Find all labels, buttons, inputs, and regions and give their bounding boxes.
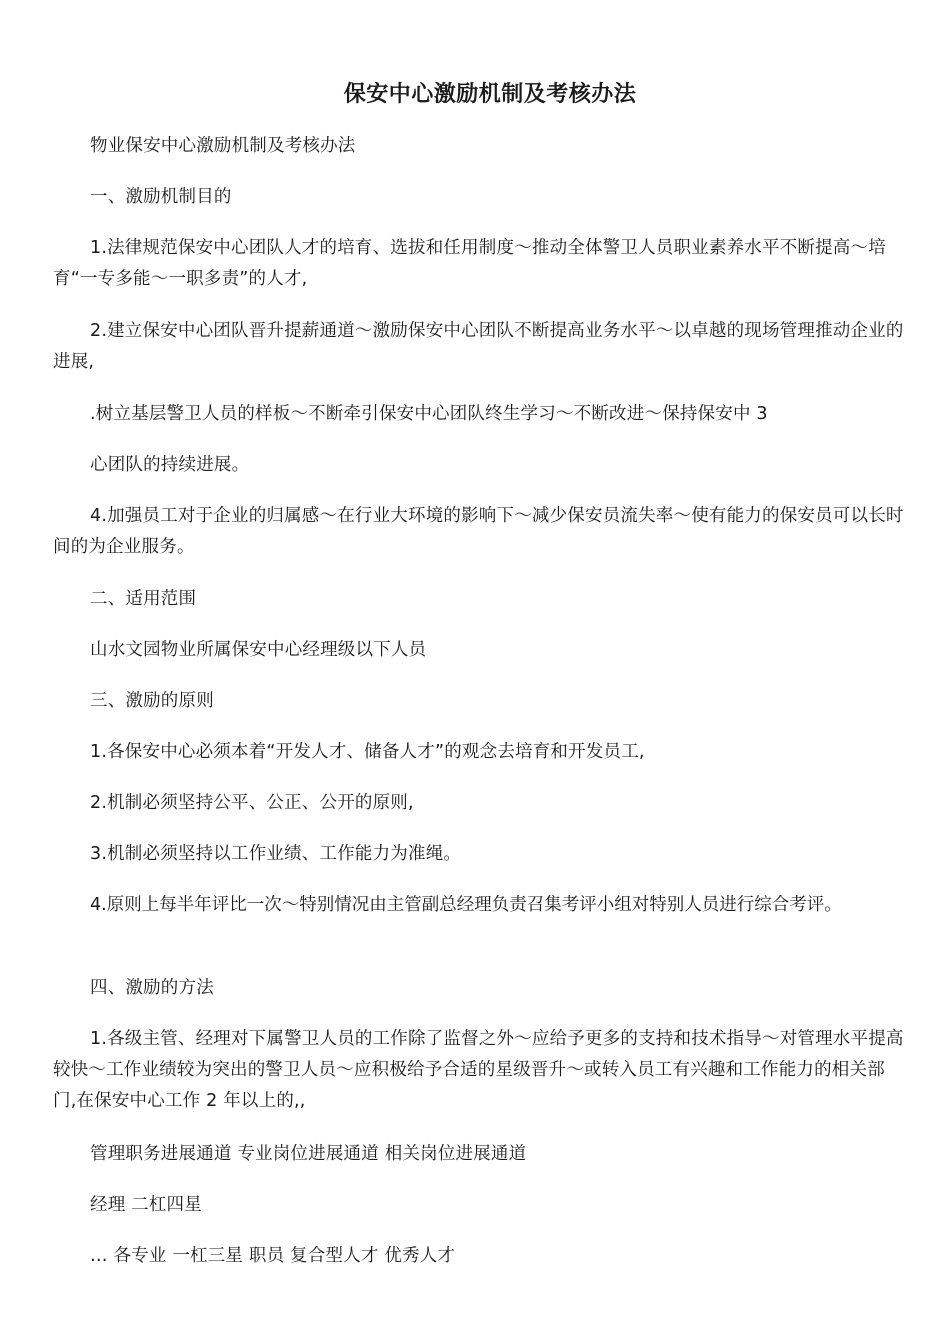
heading-section-4: 四、激励的方法: [90, 978, 214, 998]
paragraph-subtitle: 物业保安中心激励机制及考核办法: [90, 136, 356, 156]
paragraph-3-2: 2.机制必须坚持公平、公正、公开的原则,: [90, 793, 414, 813]
document-title: 保安中心激励机制及考核办法: [343, 82, 637, 107]
paragraph-4-1: 1.各级主管、经理对下属警卫人员的工作除了监督之外～应给予更多的支持和技术指导～对管理水平提高较快～工作业绩较为突出的警卫人员～应积极给予合适的星级晋升～或转入员工有兴趣和工作能力的相关部门,在保安中心工作 2 年以上的,,: [53, 1029, 904, 1111]
heading-section-3: 三、激励的原则: [90, 691, 214, 711]
paragraph-4-channels: 管理职务进展通道 专业岗位进展通道 相关岗位进展通道: [90, 1144, 527, 1164]
paragraph-1-1: 1.法律规范保安中心团队人才的培育、选拔和任用制度～推动全体警卫人员职业素养水平不断提高～培育“一专多能～一职多责”的人才,: [53, 238, 886, 289]
paragraph-1-3-cont: 心团队的持续进展。: [90, 455, 250, 475]
paragraph-4-levels: … 各专业 一杠三星 职员 复合型人才 优秀人才: [90, 1246, 456, 1266]
paragraph-1-4: 4.加强员工对于企业的归属感～在行业大环境的影响下～减少保安员流失率～使有能力的保安员可以长时间的为企业服务。: [53, 506, 904, 557]
paragraph-3-1: 1.各保安中心必须本着“开发人才、储备人才”的观念去培育和开发员工,: [90, 742, 645, 762]
paragraph-3-3: 3.机制必须坚持以工作业绩、工作能力为准绳。: [90, 844, 462, 864]
paragraph-4-manager: 经理 二杠四星: [90, 1195, 202, 1215]
heading-section-2: 二、适用范围: [90, 589, 197, 609]
paragraph-3-4: 4.原则上每半年评比一次～特别情况由主管副总经理负责召集考评小组对特别人员进行综合考评。: [90, 895, 842, 915]
heading-section-1: 一、激励机制目的: [90, 187, 232, 207]
paragraph-1-2: 2.建立保安中心团队晋升提薪通道～激励保安中心团队不断提高业务水平～以卓越的现场管理推动企业的进展,: [53, 321, 904, 372]
paragraph-1-3: .树立基层警卫人员的样板～不断牵引保安中心团队终生学习～不断改进～保持保安中 3: [90, 404, 768, 424]
paragraph-2-1: 山水文园物业所属保安中心经理级以下人员: [90, 640, 427, 660]
